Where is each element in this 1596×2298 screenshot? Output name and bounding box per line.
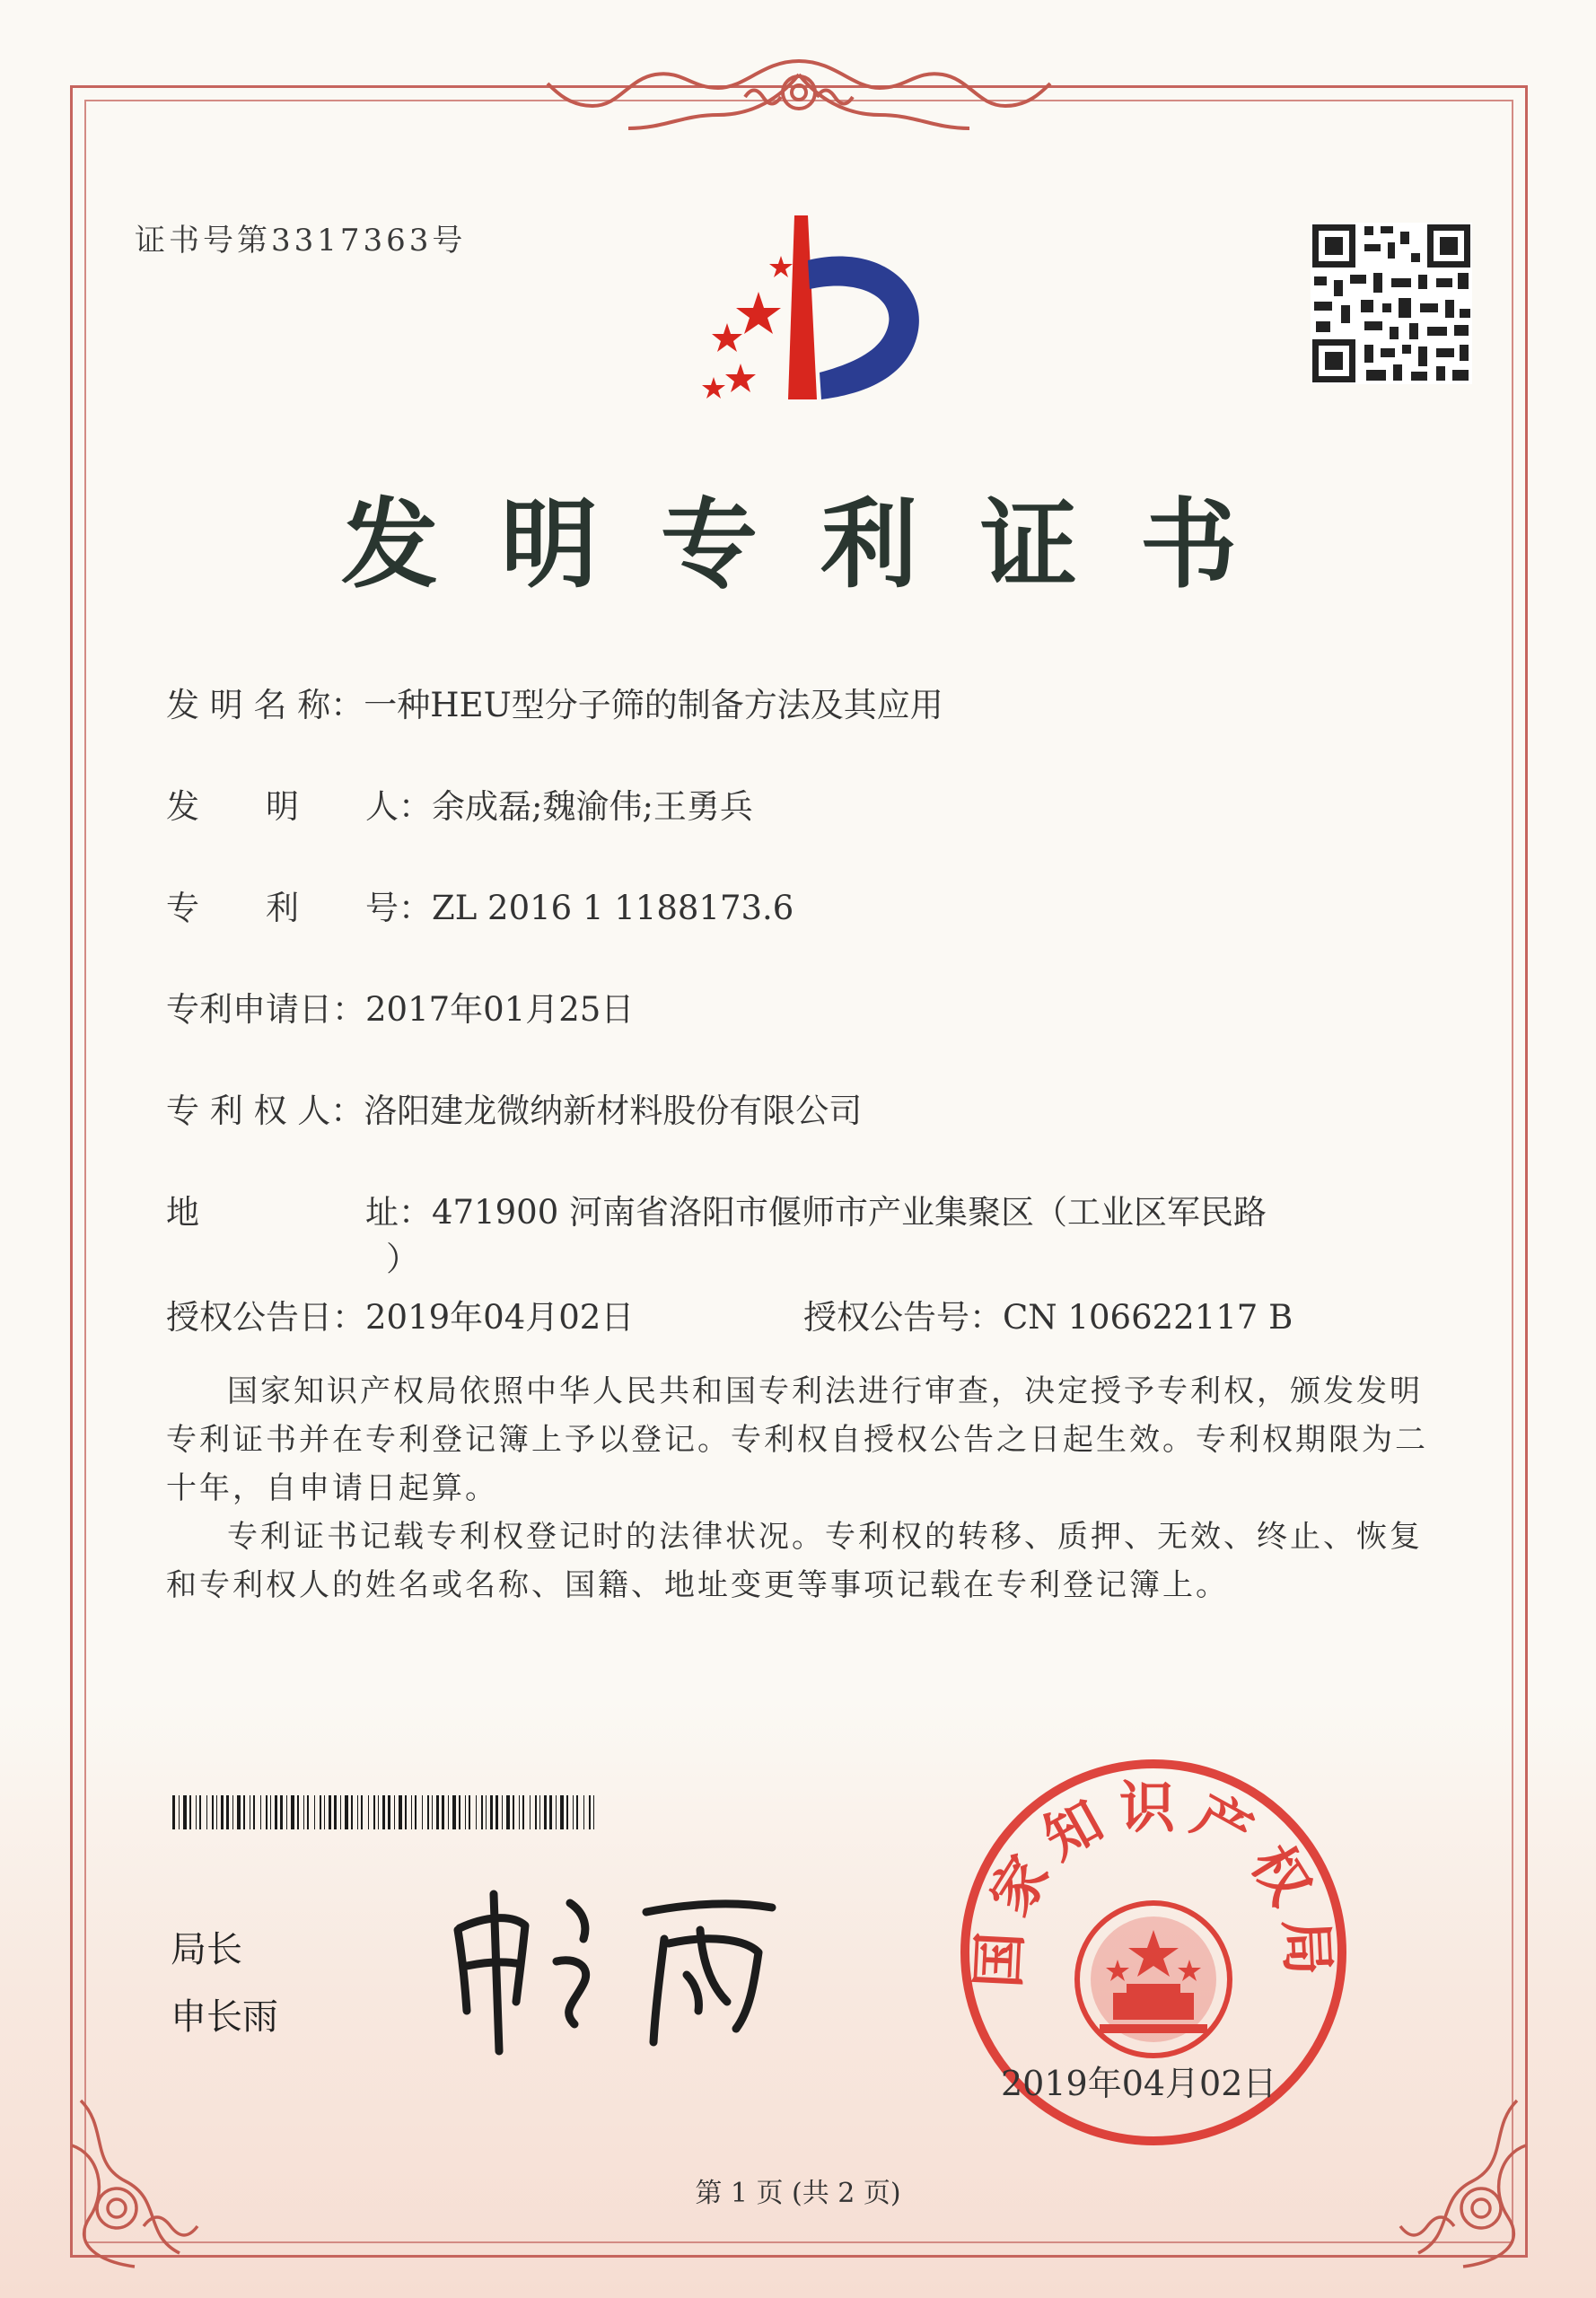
patent-number-value: ZL 2016 1 1188173.6 — [432, 889, 794, 927]
filing-date-value: 2017年01月25日 — [365, 990, 635, 1029]
inventor-row — [166, 779, 753, 828]
signatory-name: 申长雨 — [171, 1996, 278, 2038]
page-indicator: 第 1 页 (共 2 页) — [695, 2178, 901, 2209]
signatory-title: 局长 — [171, 1929, 242, 1970]
address-value-line2: ） — [386, 1240, 419, 1278]
patent-number-row — [166, 881, 794, 929]
grant-date-row — [166, 1290, 634, 1338]
seal-date: 2019年04月02日 — [1001, 2064, 1277, 2103]
invention-name-label: 发 明 名 称： — [166, 686, 364, 724]
filing-date-row — [166, 982, 634, 1031]
seal-text: 国家知识产权局 — [965, 1775, 1342, 1990]
patent-office-logo-icon — [673, 206, 943, 413]
legal-paragraph-1: 国家知识产权局依照中华人民共和国专利法进行审查，决定授予专利权，颁发发明专利证书并在专利登记簿上予以登记。专利权自授权公告之日起生效。专利权期限为二十年，自申请日起算。 — [166, 1373, 1428, 1506]
invention-name-row — [166, 678, 943, 726]
patentee-value: 洛阳建龙微纳新材料股份有限公司 — [364, 1092, 863, 1130]
grant-number-value: CN 106622117 B — [1003, 1298, 1293, 1337]
legal-paragraph-2: 专利证书记载专利权登记时的法律状况。专利权的转移、质押、无效、终止、恢复和专利权人的姓名或名称、国籍、地址变更等事项记载在专利登记簿上。 — [166, 1519, 1423, 1603]
grant-number-row — [803, 1290, 1293, 1338]
grant-date-label: 授权公告日： — [166, 1298, 365, 1337]
inventor-label: 发 明 人： — [166, 787, 432, 826]
patentee-row — [166, 1083, 862, 1132]
barcode-icon — [172, 1795, 599, 1829]
certificate-title: 发明专利证书 — [340, 489, 1300, 601]
address-label: 地 址： — [166, 1193, 432, 1232]
legal-text — [166, 1367, 1441, 1609]
address-row — [166, 1185, 1267, 1233]
filing-date-label: 专利申请日： — [166, 990, 365, 1029]
invention-name-value: 一种HEU型分子筛的制备方法及其应用 — [364, 686, 943, 724]
patentee-label: 专 利 权 人： — [166, 1092, 364, 1130]
inventor-value: 余成磊;魏渝伟;王勇兵 — [432, 787, 753, 826]
patent-number-label: 专 利 号： — [166, 889, 432, 927]
address-value-line1: 471900 河南省洛阳市偃师市产业集聚区（工业区军民路 — [432, 1193, 1267, 1232]
handwritten-signature — [440, 1876, 817, 2056]
qr-code-icon — [1311, 223, 1472, 384]
grant-date-value: 2019年04月02日 — [365, 1298, 635, 1337]
top-ornament-icon — [539, 43, 1059, 142]
grant-number-label: 授权公告号： — [803, 1298, 1003, 1337]
certificate-number: 证书号第3317363号 — [135, 223, 467, 259]
